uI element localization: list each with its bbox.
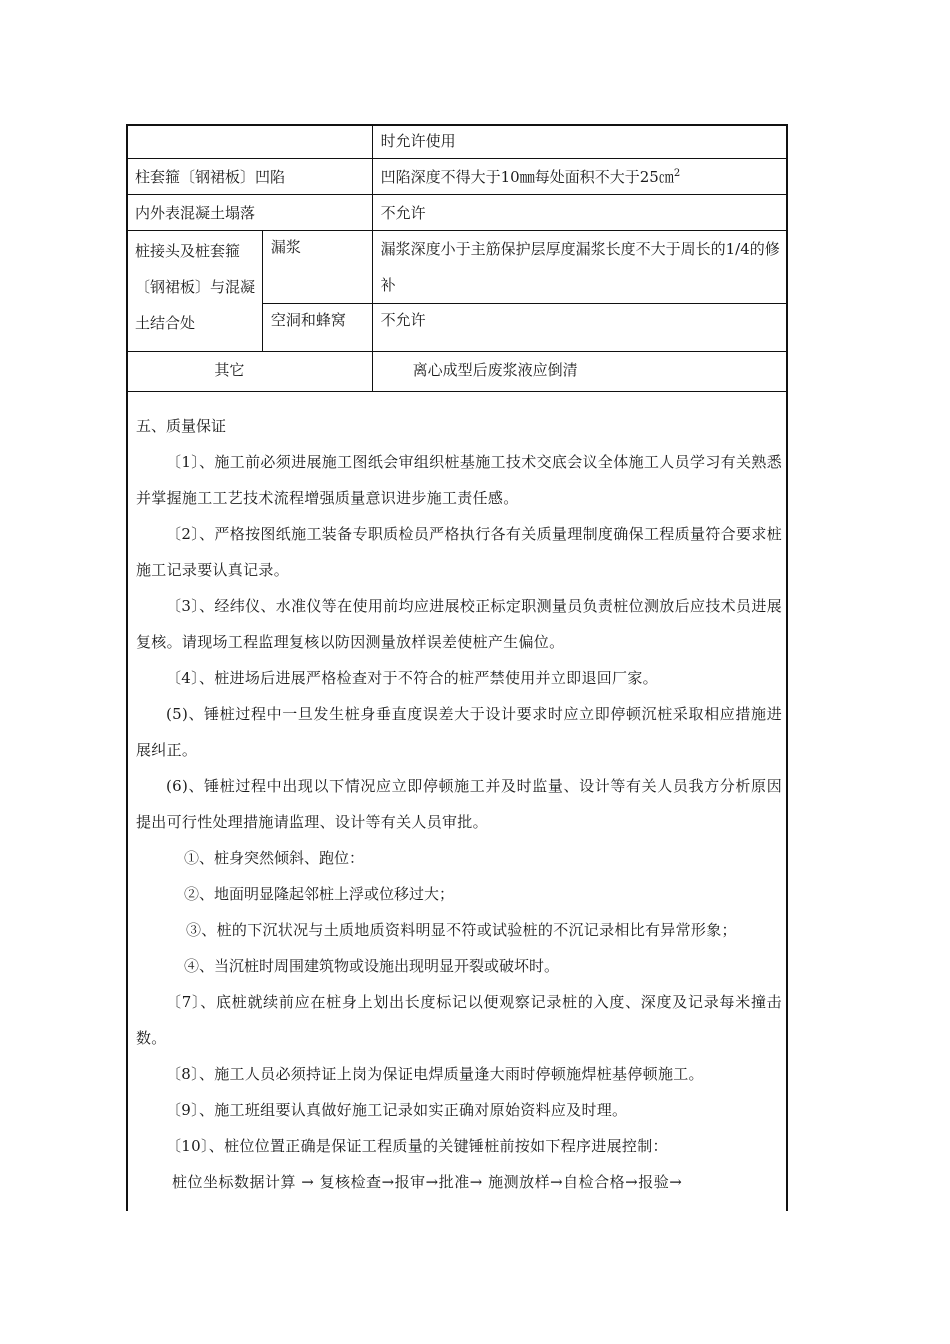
table-cell: 柱套箍〔钢裙板〕凹陷 [127, 159, 373, 195]
table-cell [127, 125, 373, 159]
paragraph: 〔1〕、施工前必须进展施工图纸会审组织桩基施工技术交底会议全体施工人员学习有关熟悉并掌握施工工艺技术流程增强质量意识进步施工责任感。 [136, 453, 782, 507]
table-row [127, 125, 788, 159]
section-heading: 五、质量保证 [136, 417, 227, 435]
table-cell: 不允许 [372, 195, 787, 231]
table-row [127, 159, 788, 195]
paragraph: 〔7〕、底桩就续前应在桩身上划出长度标记以便观察记录桩的入度、深度及记录每米撞击数。 [136, 993, 782, 1047]
table-row [127, 352, 788, 392]
table-cell: 时允许使用 [372, 125, 787, 159]
quality-assurance-section [136, 408, 782, 1200]
superscript: 2 [673, 168, 681, 179]
table-cell: 不允许 [372, 304, 787, 352]
paragraph: 〔3〕、经纬仪、水准仪等在使用前均应进展校正标定职测量员负责桩位测放后应技术员进展复核。请现场工程监理复核以防因测量放样误差使桩产生偏位。 [136, 597, 782, 651]
paragraph: (6)、锤桩过程中出现以下情况应立即停顿施工并及时监量、设计等有关人员我方分析原因提出可行性处理措施请监理、设计等有关人员审批。 [136, 777, 782, 831]
table-cell: 空洞和蜂窝 [262, 304, 372, 352]
dent-limit-text: 凹陷深度不得大于10㎜每处面积不大于25㎝ [380, 168, 674, 186]
table-cell: 漏浆深度小于主筋保护层厚度漏浆长度不大于周长的1/4的修补 [372, 231, 787, 304]
table-cell: 桩接头及桩套箍〔钢裙板〕与混凝土结合处 [127, 231, 263, 352]
quality-spec-table [126, 124, 788, 392]
paragraph: 〔10〕、桩位位置正确是保证工程质量的关键锤桩前按如下程序进展控制： [166, 1137, 668, 1155]
paragraph: 〔9〕、施工班组要认真做好施工记录如实正确对原始资料应及时理。 [166, 1101, 628, 1119]
table-row [127, 195, 788, 231]
list-item: ①、桩身突然倾斜、跑位： [184, 849, 365, 867]
paragraph: 〔2〕、严格按图纸施工装备专职质检员严格执行各有关质量理制度确保工程质量符合要求桩施工记录要认真记录。 [136, 525, 782, 579]
paragraph: (5)、锤桩过程中一旦发生桩身垂直度误差大于设计要求时应立即停顿沉桩采取相应措施进展纠正。 [136, 705, 782, 759]
table-cell [372, 159, 787, 195]
table-cell: 内外表混凝土塌落 [127, 195, 373, 231]
paragraph: 〔8〕、施工人员必须持证上岗为保证电焊质量逢大雨时停顿施焊桩基停顿施工。 [166, 1065, 704, 1083]
list-item: ③、桩的下沉状况与土质地质资料明显不符或试验桩的不沉记录相比有异常形象； [186, 921, 737, 939]
list-item: ④、当沉桩时周围建筑物或设施出现明显开裂或破坏时。 [184, 957, 560, 975]
table-cell: 其它 [127, 352, 373, 392]
control-procedure-flow: 桩位坐标数据计算 → 复核检查→报审→批准→ 施测放样→自检合格→报验→ [172, 1173, 683, 1191]
table-cell: 漏浆 [262, 231, 372, 304]
list-item: ②、地面明显隆起邻桩上浮或位移过大； [184, 885, 455, 903]
paragraph: 〔4〕、桩进场后进展严格检查对于不符合的桩严禁使用并立即退回厂家。 [166, 669, 658, 687]
table-cell: 离心成型后废浆液应倒清 [372, 352, 787, 392]
table-row [127, 231, 788, 304]
